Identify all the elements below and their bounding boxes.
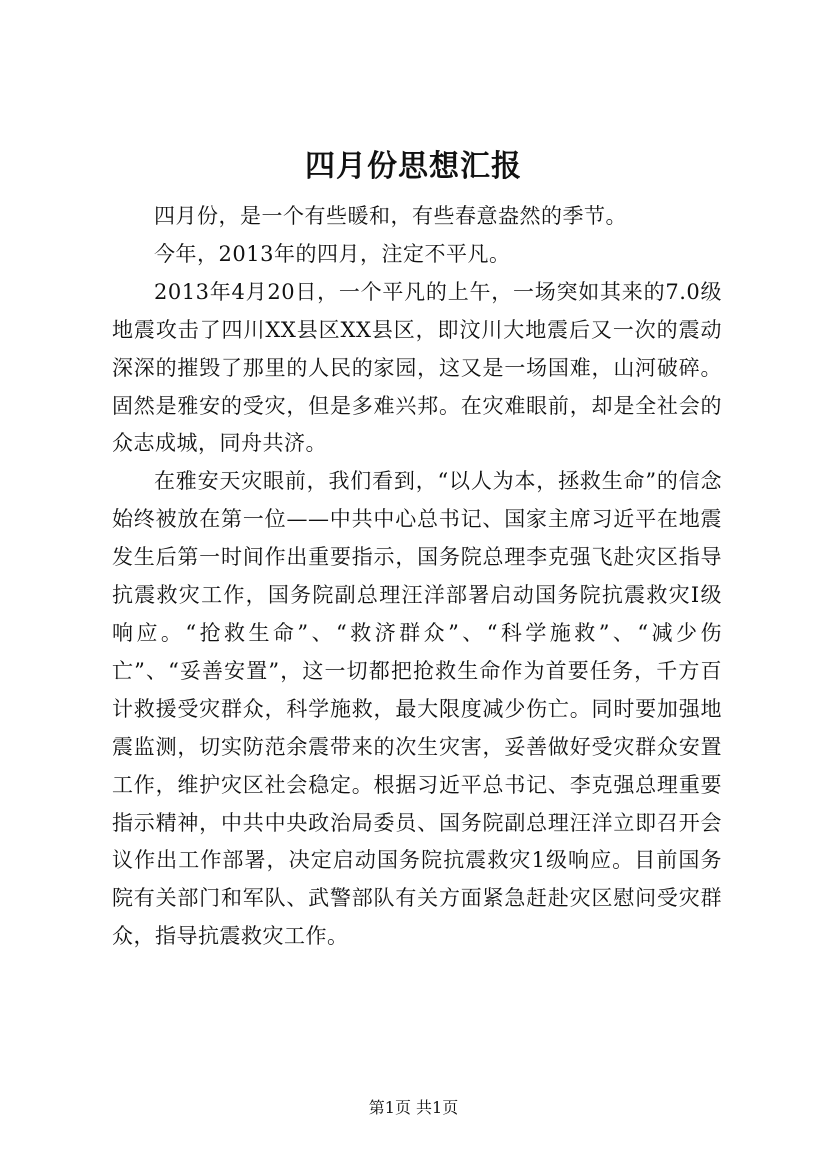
paragraph-2: 今年，2013年的四月，注定不平凡。 <box>154 241 511 266</box>
document-title: 四月份思想汇报 <box>305 149 522 184</box>
paragraph-3: 2013年4月20日，一个平凡的上午，一场突如其来的7.0级地震攻击了四川XX县区XX县区，即汶川大地震后又一次的震动深深的摧毁了那里的人民的家园，这又是一场国难，山河破碎。固然是雅安的受灾，但是多难兴邦。在灾难眼前，却是全社会的众志成城，同舟共济。 <box>112 279 722 456</box>
document-body <box>112 198 722 956</box>
page-footer: 第1页 共1页 <box>368 1098 459 1117</box>
paragraph-4: 在雅安天灾眼前，我们看到，“以人为本，拯救生命”的信念始终被放在第一位——中共中心总书记、国家主席习近平在地震发生后第一时间作出重要指示，国务院总理李克强飞赴灾区指导抗震救灾工作，国务院副总理汪洋部署启动国务院抗震救灾I级响应。“抢救生命”、“救济群众”、“科学施救”、“减少伤亡”、“妥善安置”，这一切都把抢救生命作为首要任务，千方百计救援受灾群众，科学施救，最大限度减少伤亡。同时要加强地震监测，切实防范余震带来的次生灾害，妥善做好受灾群众安置工作，维护灾区社会稳定。根据习近平总书记、李克强总理重要指示精神，中共中央政治局委员、国务院副总理汪洋立即召开会议作出工作部署，决定启动国务院抗震救灾1级响应。目前国务院有关部门和军队、武警部队有关方面紧急赶赴灾区慰问受灾群众，指导抗震救灾工作。 <box>112 469 722 949</box>
paragraph-1: 四月份，是一个有些暖和，有些春意盎然的季节。 <box>154 204 627 228</box>
